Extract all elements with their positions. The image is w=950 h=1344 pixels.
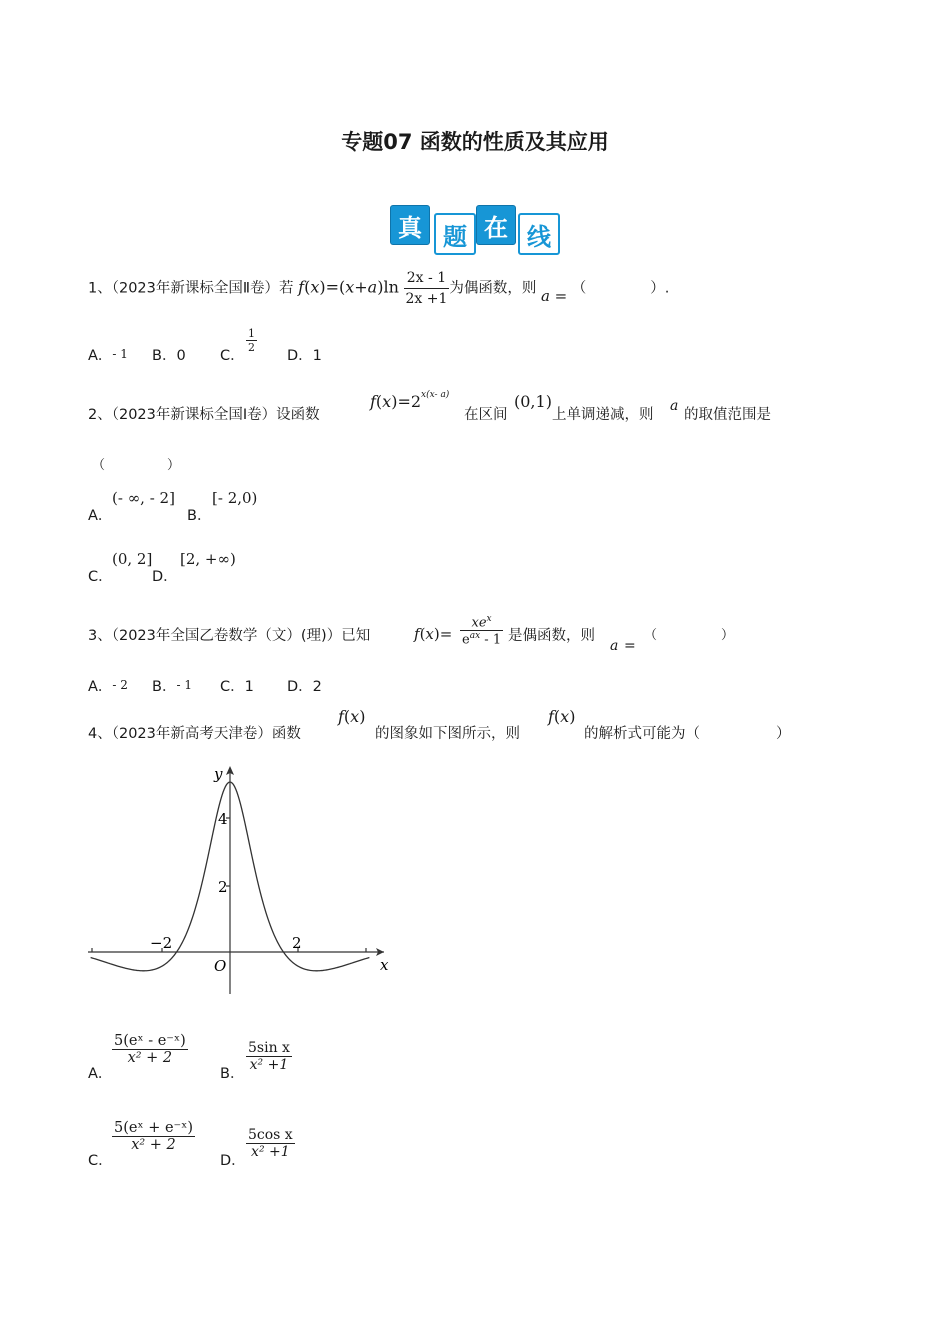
badge-char-1: 真 xyxy=(390,205,430,245)
q4-option-c[interactable]: C． xyxy=(88,1153,113,1169)
function-graph xyxy=(84,762,394,1002)
q4-option-c-fraction: $\frac{\text{5(eˣ + e⁻ˣ)}}{\text{x² + 2}}$ xyxy=(114,1120,194,1153)
q3-option-b[interactable]: B．- 1 xyxy=(152,678,192,695)
x-tick-neg2: −2 xyxy=(150,934,173,952)
x-axis-label: x xyxy=(380,956,389,974)
question-1: 1、（2023年新课标全国Ⅱ卷）若 f(x)=(x+a)ln $\frac{2x - 1}{2x +1}$ 为偶函数，则 a = （ ）. xyxy=(88,270,670,307)
y-axis-label: y xyxy=(214,765,223,783)
ln-fraction: $\frac{2x - 1}{2x +1}$ xyxy=(405,270,448,307)
y-tick-2: 2 xyxy=(218,878,228,896)
variable-a: a xyxy=(541,286,550,305)
q3-option-d[interactable]: D．2 xyxy=(287,679,322,695)
question-2: 2、（2023年新课标全国Ⅰ卷）设函数 xyxy=(88,407,320,423)
q1-option-a[interactable]: A．- 1 xyxy=(88,347,128,364)
origin-label: O xyxy=(214,957,227,975)
q2-option-d[interactable]: D． xyxy=(152,569,178,585)
q2-formula: $f(x)=2^{x(x- a)}$ xyxy=(370,389,450,411)
q4-option-d-fraction: $\frac{\text{5cos x}}{\text{x² +1}}$ xyxy=(248,1127,293,1160)
page-title: 专题07 函数的性质及其应用 xyxy=(341,130,609,154)
q4-option-d[interactable]: D． xyxy=(220,1153,246,1169)
badge-char-2: 题 xyxy=(434,213,476,255)
question-number: 1、 xyxy=(88,280,112,297)
q3-option-a[interactable]: A．- 2 xyxy=(88,678,128,695)
q2-option-c[interactable]: C． xyxy=(88,569,113,585)
q2-interval: (0,1) xyxy=(514,392,552,411)
question-4: 4、（2023年新高考天津卷）函数 xyxy=(88,726,301,742)
badge-char-3: 在 xyxy=(476,205,516,245)
question-stem: 为偶函数，则 xyxy=(449,280,537,297)
q1-option-d[interactable]: D．1 xyxy=(287,348,322,364)
q4-option-a[interactable]: A． xyxy=(88,1066,113,1082)
badge-char-4: 线 xyxy=(518,213,560,255)
question-3: 3、（2023年全国乙卷数学（文）(理)）已知 xyxy=(88,628,371,644)
q2-option-b[interactable]: B． xyxy=(187,508,212,524)
x-tick-2: 2 xyxy=(292,934,302,952)
q4-option-b[interactable]: B． xyxy=(220,1066,245,1082)
q3-fraction: $\frac{xe^x}{e^{ax} - 1}$ xyxy=(462,614,502,648)
q1-option-b[interactable]: B．0 xyxy=(152,348,186,364)
q1-option-c[interactable]: C． xyxy=(220,348,245,364)
question-source: （2023年新课标全国Ⅱ卷）若 xyxy=(111,280,294,297)
q2-option-a[interactable]: A． xyxy=(88,508,113,524)
formula-f: f(x)=(x+a)ln xyxy=(298,277,399,297)
q1-option-c-fraction: $\frac{1}{2}$ xyxy=(248,327,255,354)
q4-option-b-fraction: $\frac{\text{5sin x}}{\text{x² +1}}$ xyxy=(248,1040,290,1073)
q4-option-a-fraction: $\frac{\text{5(eˣ - e⁻ˣ)}}{\text{x² + 2}}$ xyxy=(114,1033,186,1066)
q3-option-c[interactable]: C．1 xyxy=(220,679,254,695)
y-tick-4: 4 xyxy=(218,810,228,828)
